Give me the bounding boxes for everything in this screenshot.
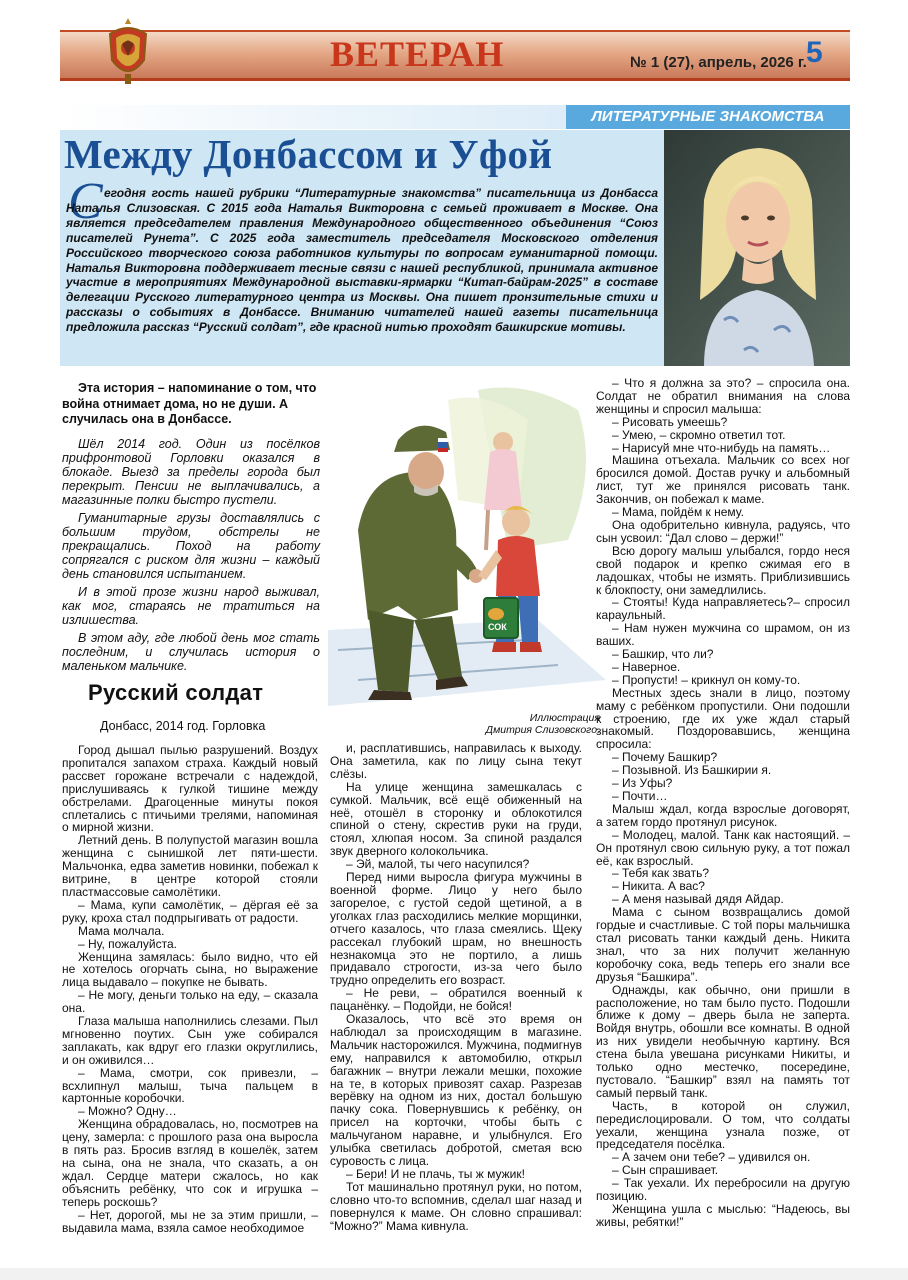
story-paragraph: Всю дорогу малыш улыбался, гордо неся свой подарок и крепко сжимая его в ладошках, чтобы не измять. Приблизившись к блокпосту, они замедлились. bbox=[596, 543, 850, 597]
story-paragraph: Машина отъехала. Мальчик со всех ног бросился домой. Достав ручку и альбомный лист, тут же принялся рисовать танк. Закончив, он побежал к маме. bbox=[596, 453, 850, 507]
story-illustration bbox=[328, 380, 606, 706]
story-paragraph: Мама молчала. bbox=[78, 923, 165, 938]
page-number: 5 bbox=[806, 36, 823, 69]
story-paragraph: – Тебя как звать? bbox=[612, 866, 709, 881]
intro-bold-text: Эта история – напоминание о том, что война отнимает дома, но не души. А случилась она в Донбассе. bbox=[62, 381, 317, 426]
story-paragraph: – Не могу, деньги только на еду, – сказала она. bbox=[62, 988, 318, 1016]
lead-dropcap: С bbox=[68, 173, 103, 230]
story-paragraph: – Так уехали. Их перебросили на другую позицию. bbox=[596, 1176, 850, 1204]
story-paragraph: – Молодец, малой. Танк как настоящий. – Он протянул свою сильную руку, а тот пожал её, как взрослый. bbox=[596, 827, 850, 868]
story-column-1 bbox=[62, 744, 318, 1234]
story-paragraph: – Пропусти! – крикнул он кому-то. bbox=[612, 672, 801, 687]
story-paragraph: и, расплатившись, направилась к выходу. Она заметила, как по лицу сына текут слёзы. bbox=[330, 741, 582, 781]
story-paragraph: – Не реви, – обратился военный к пацанёнку. – Подойди, не бойся! bbox=[330, 986, 582, 1014]
intro-paragraph: В этом аду, где любой день мог стать последним, и случилась история о маленьком мальчике. bbox=[62, 631, 320, 673]
lead-paragraph: егодня гость нашей рубрики “Литературные знакомства” писательница из Донбасса Наталья Слизовская. С 2015 года Наталья Викторовна с семьей проживает в Москве. Она является председателем правления Международного общественного объединения “Союз писателей Рунета”. С 2025 года заместитель председателя Московского отделения Российского творческого союза работников культуры по вопросам гуманитарной помощи. Наталья Викторовна поддерживает тесные связи с нашей республикой, принимала активное участие в мероприятиях Международной выставки-ярмарки “Китап-байрам-2025” в составе делегации Русского литературного центра из Москвы. Она пишет пронзительные стихи и рассказы о событиях в Донбассе. Вниманию читателей нашей газеты писательница предложила рассказ “Русский солдат”, где красной нитью проходят башкирские мотивы. bbox=[66, 186, 658, 335]
story-paragraph: Женщина замялась: было видно, что ей не хотелось огорчать сына, но выражение лица выдавало – покупке не бывать. bbox=[62, 949, 318, 990]
story-paragraph: – Можно? Одну… bbox=[78, 1104, 177, 1119]
story-paragraph: – Нам нужен мужчина со шрамом, он из ваших. bbox=[596, 621, 850, 649]
intro-paragraph: И в этой прозе жизни народ выживал, как мог, стараясь не тратиться на излишества. bbox=[62, 585, 320, 627]
story-paragraph: На улице женщина замешкалась с сумкой. Мальчик, всё ещё обиженный на неё, отошёл в сторонку и облокотился спиной о стену, скрестив руки на груди, стоял, хлюпая носом. За спиной раздался звук дверного колокольчика. bbox=[330, 779, 582, 859]
story-paragraph: – Почему Башкир? bbox=[612, 750, 718, 765]
rubric-label: ЛИТЕРАТУРНЫЕ ЗНАКОМСТВА bbox=[566, 105, 850, 129]
article-headline: Между Донбассом и Уфой bbox=[64, 131, 553, 177]
story-paragraph: – Ну, пожалуйста. bbox=[78, 936, 177, 951]
juice-box-label: СОК bbox=[488, 622, 507, 632]
story-paragraph: – Мама, смотри, сок привезли, – всхлипнул малыш, тыча пальцем в картонные коробочки. bbox=[62, 1065, 318, 1106]
story-paragraph: Тот машинально протянул руки, но потом, словно что-то вспомнив, сделал шаг назад и повернулся к маме. Он словно спрашивал: “Можно?” Мама кивнула. bbox=[330, 1179, 582, 1233]
story-paragraph: Перед ними выросла фигура мужчины в военной форме. Лицо у него было загорелое, с густой седой щетиной, а в уголках глаз расходились мелкие морщинки, отчего казалось, что глаза смеялись. Щеку рассекал глубокий шрам, но внешность незнакомца это не портило, а лишь придавало строгости, из-за чего было трудно определить его возраст. bbox=[330, 870, 582, 988]
caption-line: Дмитрия Слизовского. bbox=[485, 724, 600, 736]
story-paragraph: Однажды, как обычно, они пришли в расположение, но там было пусто. Подошли ближе к дому – дверь была не заперта. Войдя внутрь, обошли все комнаты. В одной из них увидели необычную картину. Вся стена была увешана рисунками Никиты, и только одно местечко, посередине, пустовало. “Башкир” взял на память тот самый первый танк. bbox=[596, 982, 850, 1100]
story-title: Русский солдат bbox=[88, 680, 264, 705]
story-paragraph: Оказалось, что всё это время он наблюдал за происходящим в магазине. Мальчик насторожился. Мужчина, подмигнув ему, направился к автомобилю, открыл багажник – внутри лежали мешки, похожие на те, в которых привозят сахар. Разрезав верёвку на одном из них, достал большую пачку сока. Повернувшись к ребёнку, он присел на корточки, чтобы быть с мальчуганом наравне, и улыбнулся. Его улыбка светилась добротой, сметая всю суровость с лица. bbox=[330, 1012, 582, 1168]
story-paragraph: – Стояты! Куда направляетесь?– спросил караульный. bbox=[596, 595, 850, 623]
intro-italic-block bbox=[62, 437, 320, 677]
page-footer-strip bbox=[0, 1268, 908, 1280]
story-paragraph: – Нет, дорогой, мы не за этим пришли, – выдавила мама, взяла самое необходимое bbox=[62, 1207, 318, 1235]
story-column-3 bbox=[596, 377, 850, 1229]
story-paragraph: – Из Уфы? bbox=[612, 776, 673, 791]
story-paragraph: – Почти… bbox=[612, 789, 668, 803]
story-paragraph: Малыш ждал, когда взрослые договорят, а затем гордо протянул рисунок. bbox=[596, 801, 850, 829]
story-paragraph: – Позывной. Из Башкирии я. bbox=[612, 763, 772, 778]
story-paragraph: – Нарисуй мне что-нибудь на память… bbox=[612, 440, 831, 455]
story-paragraph: – Мама, пойдём к нему. bbox=[612, 505, 744, 520]
story-paragraph: Мама с сыном возвращались домой гордые и счастливые. С той поры мальчишка стал рисовать танки каждый день. Никита знал, что за них получит желанную коробочку сока, ведь теперь его знали все друзья “Башкира”. bbox=[596, 905, 850, 984]
story-paragraph: – Мама, купи самолётик, – дёргая её за руку, кроха стал подпрыгивать от радости. bbox=[62, 897, 318, 925]
story-paragraph: – А зачем они тебе? – удивился он. bbox=[612, 1150, 811, 1165]
story-paragraph: – Рисовать умеешь? bbox=[612, 414, 728, 429]
story-paragraph: Часть, в которой он служил, передислоцировали. О том, что солдаты уехали, женщина узнала позже, от председателя посёлка. bbox=[596, 1098, 850, 1152]
story-paragraph: Женщина обрадовалась, но, посмотрев на цену, замерла: с прошлого раза она выросла в пять раз. Бросив взгляд в кошелёк, затем на сына, она не знала, что сказать, а он ждал. Сердце матери сжалось, но как объяснить ребёнку, что сок и игрушка – теперь роскошь? bbox=[62, 1117, 318, 1209]
eagle-shield-emblem-icon bbox=[104, 16, 152, 86]
story-paragraph: Она одобрительно кивнула, радуясь, что сын усвоил: “Дал слово – держи!” bbox=[596, 517, 850, 545]
story-paragraph: – Наверное. bbox=[612, 659, 681, 674]
illustration-caption bbox=[430, 712, 600, 736]
story-paragraph: Город дышал пылью разрушений. Воздух пропитался запахом страха. Каждый новый рассвет горожане встречали с надеждой, прислушиваясь к гулкой тишине между обстрелами. Драгоценные минуты покоя сплетались с птичьими трелями, напоминая о мирной жизни. bbox=[62, 743, 318, 835]
story-paragraph: – Бери! И не плачь, ты ж мужик! bbox=[346, 1166, 525, 1181]
author-portrait bbox=[664, 130, 850, 366]
story-paragraph: – Эй, малой, ты чего насупился? bbox=[346, 857, 530, 872]
intro-paragraph: Гуманитарные грузы доставлялись с большим трудом, обстрелы не прекращались. Поход на работу сопрягался с риском для жизни – каждый день становился испытанием. bbox=[62, 511, 320, 581]
story-paragraph: – Что я должна за это? – спросила она. Солдат не обратил внимания на слова женщины и спросил малыша: bbox=[596, 376, 850, 416]
story-paragraph: – А меня называй дядя Айдар. bbox=[612, 892, 784, 907]
issue-info: № 1 (27), апрель, 2026 г. bbox=[630, 54, 807, 71]
story-paragraph: – Никита. А вас? bbox=[612, 879, 705, 894]
story-paragraph: – Сын спрашивает. bbox=[612, 1163, 719, 1178]
caption-line: Иллюстрация bbox=[529, 712, 600, 724]
story-paragraph: – Башкир, что ли? bbox=[612, 647, 714, 662]
newspaper-title: ВЕТЕРАН bbox=[330, 34, 505, 74]
story-column-2 bbox=[330, 742, 582, 1232]
story-place-date: Донбасс, 2014 год. Горловка bbox=[100, 719, 266, 733]
story-paragraph: Летний день. В полупустой магазин вошла женщина с сынишкой лет пяти-шести. Мальчонка, едва заметив новинки, побежал к витрине, в центре которой стояли пластмассовые самолётики. bbox=[62, 833, 318, 899]
story-paragraph: Местных здесь знали в лицо, поэтому маму с ребёнком пропустили. Они подошли к строению, где их уже ждал старый знакомый. Поздоровавшись, женщина спросила: bbox=[596, 685, 850, 752]
story-paragraph: – Умею, – скромно ответил тот. bbox=[612, 427, 786, 442]
story-paragraph: Глаза малыша наполнились слезами. Пыл мгновенно поутих. Сын уже собирался заплакать, как вдруг его глазки округлились, и он оживился… bbox=[62, 1014, 318, 1067]
intro-paragraph: Шёл 2014 год. Один из посёлков прифронтовой Горловки оказался в блокаде. Выезд за пределы города был перекрыт. Пенсии не выплачивались, а магазинные полки быстро пустели. bbox=[62, 437, 320, 507]
story-paragraph: Женщина ушла с мыслью: “Надеюсь, вы живы, ребятки!” bbox=[596, 1202, 850, 1229]
rubric-gradient-bar bbox=[60, 105, 566, 129]
